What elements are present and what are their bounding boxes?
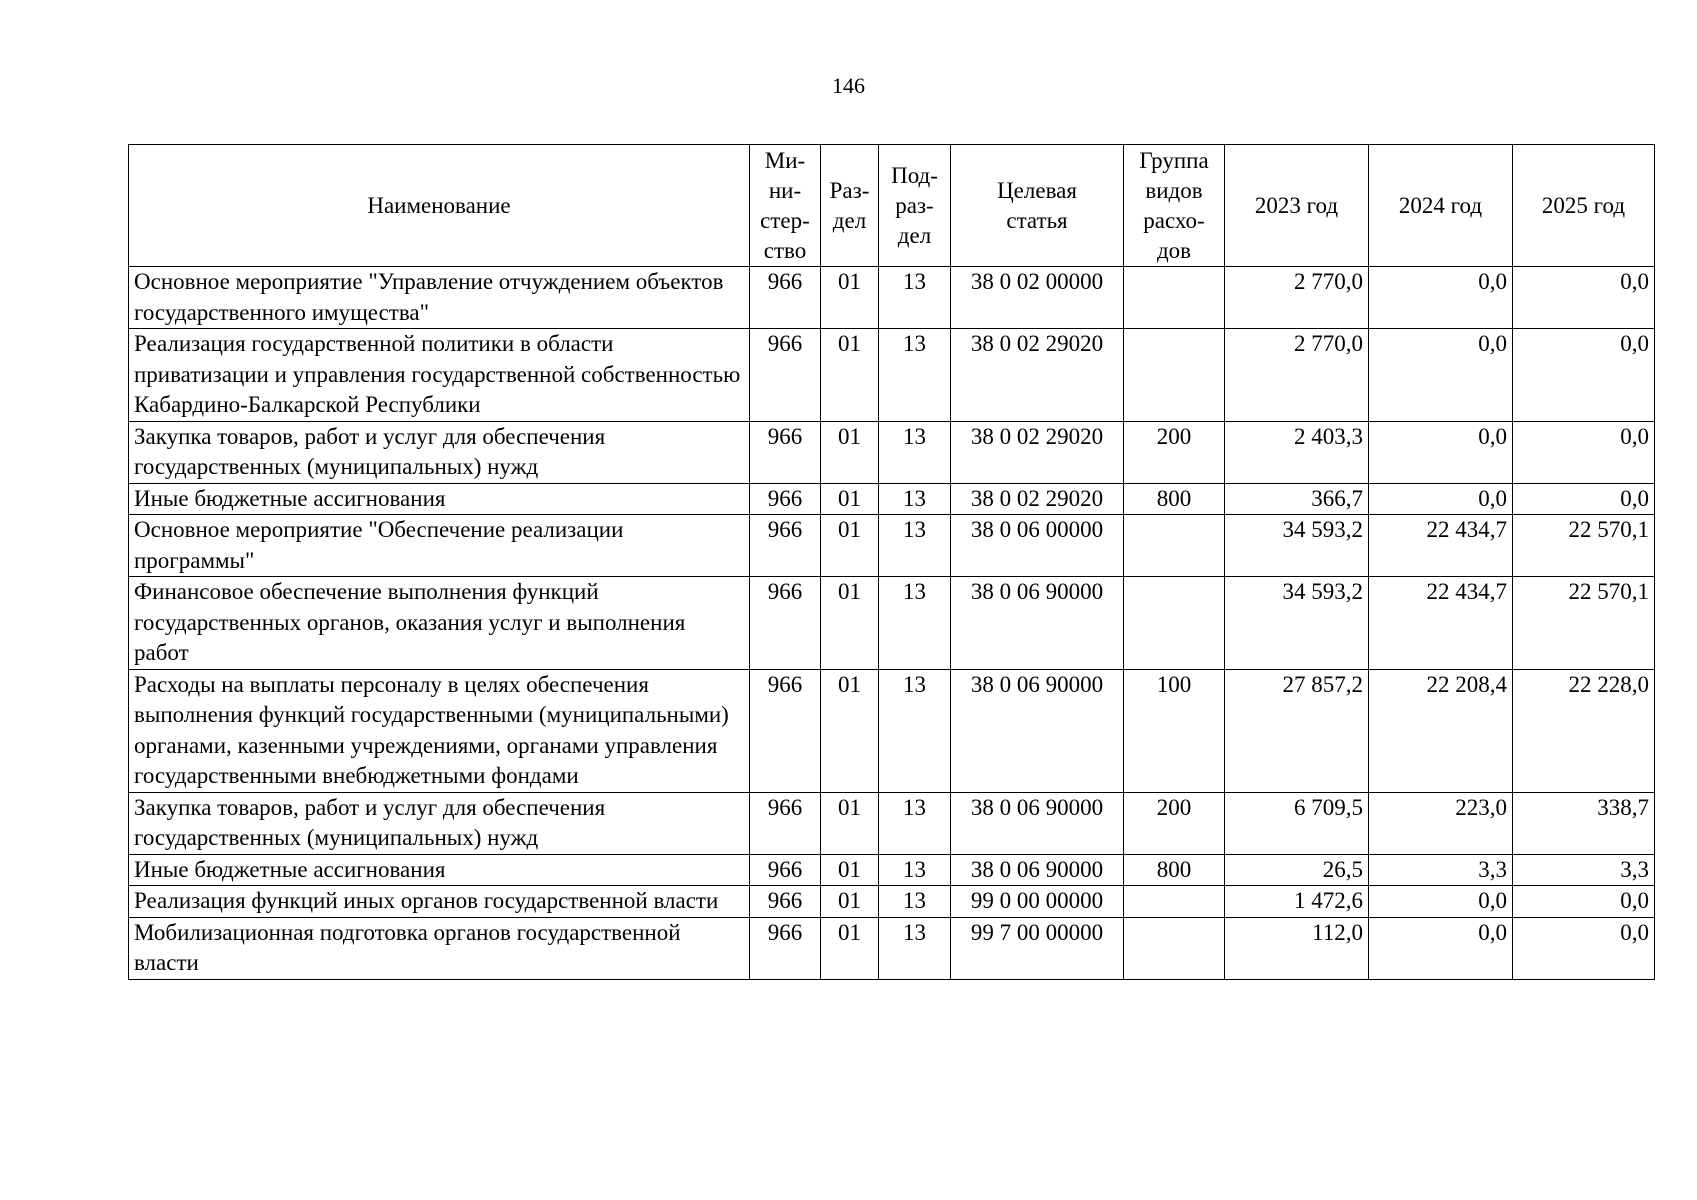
row-2025: 338,7	[1513, 792, 1655, 854]
row-name: Мобилизационная подготовка органов государственной власти	[129, 917, 750, 979]
row-section: 01	[821, 886, 879, 918]
row-2023: 34 593,2	[1225, 577, 1369, 670]
table-row	[129, 267, 1655, 329]
page-number: 146	[832, 73, 865, 98]
row-2025: 0,0	[1513, 886, 1655, 918]
row-section: 01	[821, 329, 879, 422]
row-target-article: 38 0 02 29020	[951, 483, 1124, 515]
header-2025: 2025 год	[1513, 145, 1655, 267]
header-target-article: Целевая статья	[951, 145, 1124, 267]
row-name: Закупка товаров, работ и услуг для обеспечения государственных (муниципальных) нужд	[129, 792, 750, 854]
row-2024: 0,0	[1369, 329, 1513, 422]
row-2024: 223,0	[1369, 792, 1513, 854]
row-2023: 6 709,5	[1225, 792, 1369, 854]
row-expense-group: 200	[1124, 792, 1225, 854]
row-target-article: 99 0 00 00000	[951, 886, 1124, 918]
row-2023: 112,0	[1225, 917, 1369, 979]
row-2023: 27 857,2	[1225, 669, 1369, 792]
row-section: 01	[821, 854, 879, 886]
row-section: 01	[821, 421, 879, 483]
table-row	[129, 483, 1655, 515]
row-2024: 0,0	[1369, 421, 1513, 483]
row-ministry: 966	[750, 483, 821, 515]
row-expense-group	[1124, 267, 1225, 329]
row-ministry: 966	[750, 792, 821, 854]
row-2024: 0,0	[1369, 917, 1513, 979]
row-expense-group	[1124, 515, 1225, 577]
budget-table	[128, 144, 1655, 980]
table-row	[129, 515, 1655, 577]
row-target-article: 38 0 06 90000	[951, 854, 1124, 886]
row-section: 01	[821, 515, 879, 577]
row-section: 01	[821, 483, 879, 515]
row-ministry: 966	[750, 854, 821, 886]
row-name: Основное мероприятие "Обеспечение реализации программы"	[129, 515, 750, 577]
row-target-article: 38 0 02 29020	[951, 329, 1124, 422]
row-subsection: 13	[879, 329, 951, 422]
row-subsection: 13	[879, 792, 951, 854]
row-2025: 22 570,1	[1513, 515, 1655, 577]
row-2025: 0,0	[1513, 917, 1655, 979]
row-name: Иные бюджетные ассигнования	[129, 483, 750, 515]
table-header-row	[129, 145, 1655, 267]
row-name: Расходы на выплаты персоналу в целях обеспечения выполнения функций государственными (муниципальными) органами, казенными учреждениями, органами управления государственными внебюджетными фондами	[129, 669, 750, 792]
row-expense-group	[1124, 577, 1225, 670]
row-expense-group: 800	[1124, 483, 1225, 515]
row-subsection: 13	[879, 515, 951, 577]
row-name: Закупка товаров, работ и услуг для обеспечения государственных (муниципальных) нужд	[129, 421, 750, 483]
row-2024: 3,3	[1369, 854, 1513, 886]
row-2023: 2 770,0	[1225, 329, 1369, 422]
table-row	[129, 577, 1655, 670]
row-2024: 0,0	[1369, 886, 1513, 918]
header-2023: 2023 год	[1225, 145, 1369, 267]
row-ministry: 966	[750, 421, 821, 483]
row-target-article: 38 0 02 29020	[951, 421, 1124, 483]
row-ministry: 966	[750, 917, 821, 979]
row-target-article: 38 0 06 90000	[951, 577, 1124, 670]
row-subsection: 13	[879, 917, 951, 979]
row-2024: 22 208,4	[1369, 669, 1513, 792]
row-target-article: 38 0 06 00000	[951, 515, 1124, 577]
header-section: Раз- дел	[821, 145, 879, 267]
row-ministry: 966	[750, 515, 821, 577]
row-subsection: 13	[879, 267, 951, 329]
row-name: Финансовое обеспечение выполнения функций государственных органов, оказания услуг и выполнения работ	[129, 577, 750, 670]
row-2025: 0,0	[1513, 421, 1655, 483]
row-subsection: 13	[879, 483, 951, 515]
row-subsection: 13	[879, 669, 951, 792]
table-row	[129, 421, 1655, 483]
row-2023: 2 770,0	[1225, 267, 1369, 329]
row-2025: 0,0	[1513, 329, 1655, 422]
row-target-article: 99 7 00 00000	[951, 917, 1124, 979]
header-expense-group: Группа видов расхо- дов	[1124, 145, 1225, 267]
row-2023: 34 593,2	[1225, 515, 1369, 577]
row-name: Реализация государственной политики в области приватизации и управления государственной собственностью Кабардино-Балкарской Республики	[129, 329, 750, 422]
row-section: 01	[821, 792, 879, 854]
row-ministry: 966	[750, 577, 821, 670]
table-row	[129, 792, 1655, 854]
row-2024: 22 434,7	[1369, 577, 1513, 670]
row-2023: 2 403,3	[1225, 421, 1369, 483]
row-2025: 0,0	[1513, 483, 1655, 515]
row-subsection: 13	[879, 421, 951, 483]
row-name: Реализация функций иных органов государственной власти	[129, 886, 750, 918]
header-subsection: Под- раз- дел	[879, 145, 951, 267]
row-target-article: 38 0 06 90000	[951, 792, 1124, 854]
row-ministry: 966	[750, 886, 821, 918]
row-2023: 1 472,6	[1225, 886, 1369, 918]
row-2025: 22 228,0	[1513, 669, 1655, 792]
row-ministry: 966	[750, 267, 821, 329]
row-2024: 0,0	[1369, 483, 1513, 515]
row-target-article: 38 0 02 00000	[951, 267, 1124, 329]
row-expense-group	[1124, 329, 1225, 422]
table-row	[129, 669, 1655, 792]
row-name: Иные бюджетные ассигнования	[129, 854, 750, 886]
row-target-article: 38 0 06 90000	[951, 669, 1124, 792]
row-2024: 0,0	[1369, 267, 1513, 329]
table-row	[129, 886, 1655, 918]
row-subsection: 13	[879, 577, 951, 670]
row-2023: 26,5	[1225, 854, 1369, 886]
header-ministry: Ми- ни- стер- ство	[750, 145, 821, 267]
row-ministry: 966	[750, 669, 821, 792]
row-section: 01	[821, 669, 879, 792]
row-section: 01	[821, 577, 879, 670]
row-2023: 366,7	[1225, 483, 1369, 515]
row-expense-group	[1124, 886, 1225, 918]
row-expense-group: 200	[1124, 421, 1225, 483]
row-expense-group	[1124, 917, 1225, 979]
row-section: 01	[821, 267, 879, 329]
row-name: Основное мероприятие "Управление отчуждением объектов государственного имущества"	[129, 267, 750, 329]
table-row	[129, 854, 1655, 886]
row-section: 01	[821, 917, 879, 979]
table-row	[129, 329, 1655, 422]
row-2025: 3,3	[1513, 854, 1655, 886]
row-subsection: 13	[879, 886, 951, 918]
header-2024: 2024 год	[1369, 145, 1513, 267]
row-2025: 0,0	[1513, 267, 1655, 329]
header-name: Наименование	[129, 145, 750, 267]
row-expense-group: 800	[1124, 854, 1225, 886]
row-2024: 22 434,7	[1369, 515, 1513, 577]
table-row	[129, 917, 1655, 979]
row-expense-group: 100	[1124, 669, 1225, 792]
row-2025: 22 570,1	[1513, 577, 1655, 670]
row-ministry: 966	[750, 329, 821, 422]
row-subsection: 13	[879, 854, 951, 886]
